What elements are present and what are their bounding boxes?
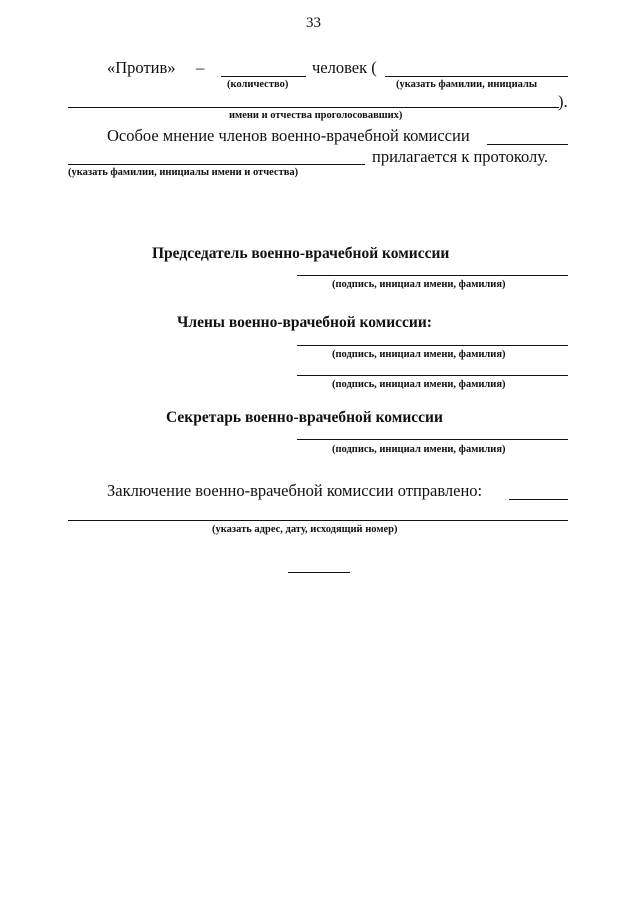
conclusion-text: Заключение военно-врачебной комиссии отправлено: (107, 481, 483, 500)
names-field-line[interactable] (385, 76, 568, 77)
members-heading: Члены военно-врачебной комиссии: (177, 314, 432, 331)
secretary-heading: Секретарь военно-врачебной комиссии (166, 409, 443, 426)
people-text: человек ( (312, 58, 377, 77)
names-field-line-2[interactable] (68, 107, 559, 108)
conclusion-field-line[interactable] (509, 499, 568, 500)
conclusion-address-line[interactable] (68, 520, 568, 521)
chairman-caption: (подпись, инициал имени, фамилия) (332, 279, 506, 290)
count-caption: (количество) (227, 79, 289, 90)
opinion-caption: (указать фамилии, инициалы имени и отчества) (68, 167, 299, 178)
opinion-names-line[interactable] (68, 164, 365, 165)
names-caption: (указать фамилии, инициалы (396, 79, 538, 90)
chairman-heading: Председатель военно-врачебной комиссии (152, 245, 450, 262)
end-separator (288, 572, 350, 573)
against-label: «Против» (107, 58, 176, 77)
secretary-signature-line[interactable] (297, 439, 568, 440)
member-2-signature-line[interactable] (297, 375, 568, 376)
opinion-attached-text: прилагается к протоколу. (372, 147, 548, 166)
conclusion-caption: (указать адрес, дату, исходящий номер) (212, 524, 398, 535)
opinion-field-line[interactable] (487, 144, 568, 145)
chairman-signature-line[interactable] (297, 275, 568, 276)
page-number: 33 (306, 15, 321, 31)
secretary-caption: (подпись, инициал имени, фамилия) (332, 444, 506, 455)
member-1-signature-line[interactable] (297, 345, 568, 346)
member-1-caption: (подпись, инициал имени, фамилия) (332, 349, 506, 360)
against-dash: – (196, 58, 205, 77)
opinion-text: Особое мнение членов военно-врачебной комиссии (107, 126, 470, 145)
close-bracket: ). (558, 92, 568, 111)
names-caption-cont: имени и отчества проголосовавших) (229, 110, 403, 121)
count-field-line[interactable] (221, 76, 306, 77)
member-2-caption: (подпись, инициал имени, фамилия) (332, 379, 506, 390)
